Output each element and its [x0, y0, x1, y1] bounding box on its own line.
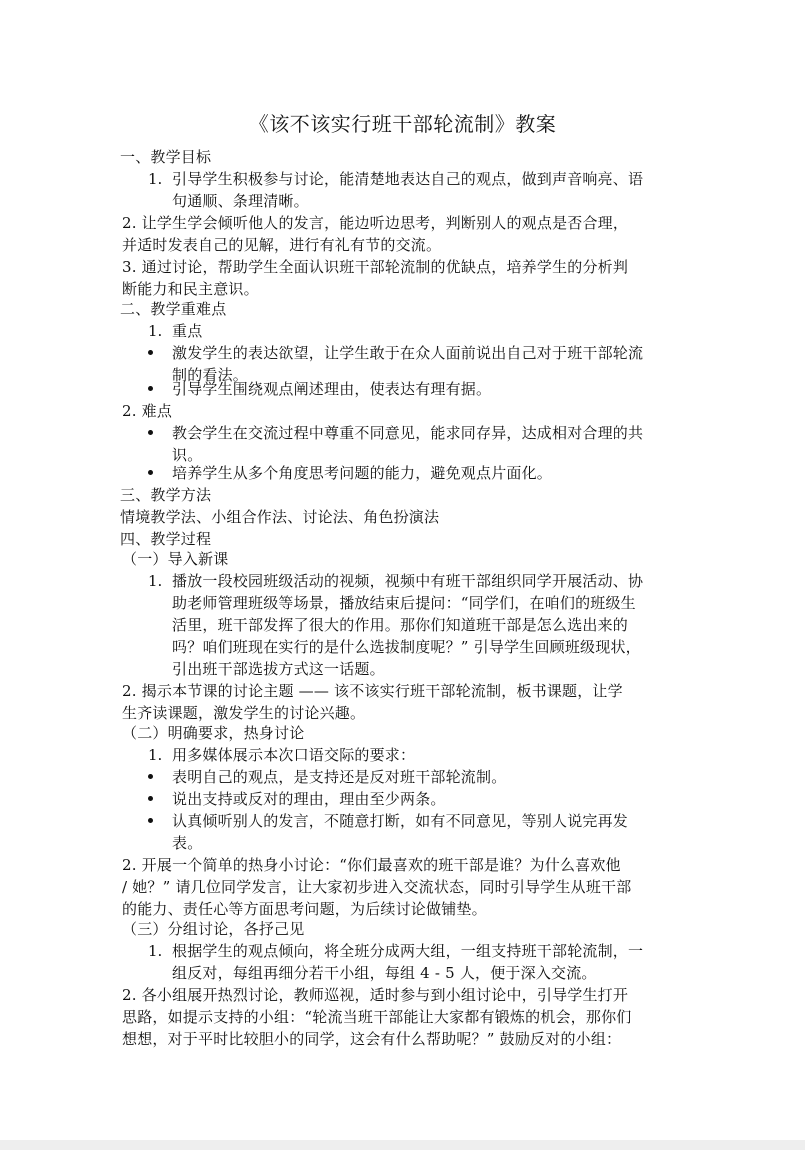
goal-text: 引导学生积极参与讨论，能清楚地表达自己的观点，做到声音响亮、语	[172, 170, 644, 188]
goal-text: 3. 通过讨论，帮助学生全面认识班干部轮流制的优缺点，培养学生的分析判	[122, 258, 629, 276]
bullet-dot	[148, 430, 153, 435]
bullet-dot	[148, 350, 153, 355]
subheading-key: 重点	[172, 322, 203, 340]
bullet-dot	[148, 796, 153, 801]
list-number: 1.	[148, 572, 163, 590]
section-heading-goals: 一、教学目标	[120, 148, 212, 166]
bullet-dot	[148, 386, 153, 391]
process-text: 2. 揭示本节课的讨论主题 —— 该不该实行班干部轮流制，板书课题，让学	[122, 682, 623, 700]
bullet-text: 引导学生围绕观点阐述理由，使表达有理有据。	[172, 380, 492, 398]
list-number: 1.	[148, 942, 163, 960]
process-text: 引出班干部选拔方式这一话题。	[172, 660, 385, 678]
bullet-text: 激发学生的表达欲望，让学生敢于在众人面前说出自己对于班干部轮流	[172, 344, 644, 362]
bullet-text: 识。	[172, 446, 203, 464]
process-text: 生齐读课题，激发学生的讨论兴趣。	[122, 704, 366, 722]
goal-text: 句通顺、条理清晰。	[172, 192, 309, 210]
bullet-text: 表。	[172, 834, 203, 852]
process-step-heading: （三）分组讨论，各抒己见	[122, 920, 305, 938]
section-heading-keypoints: 二、教学重难点	[120, 300, 227, 318]
list-number: 1.	[148, 170, 163, 188]
bullet-text: 表明自己的观点，是支持还是反对班干部轮流制。	[172, 768, 507, 786]
process-text: 播放一段校园班级活动的视频，视频中有班干部组织同学开展活动、协	[172, 572, 644, 590]
process-text: 2. 各小组展开热烈讨论，教师巡视，适时参与到小组讨论中，引导学生打开	[122, 986, 629, 1004]
process-text: 用多媒体展示本次口语交际的要求：	[172, 746, 416, 764]
document-title: 《该不该实行班干部轮流制》教案	[248, 112, 557, 136]
process-text: 助老师管理班级等场景，播放结束后提问：“同学们，在咱们的班级生	[172, 594, 636, 612]
section-heading-methods: 三、教学方法	[120, 486, 212, 504]
list-number: 1.	[148, 746, 163, 764]
process-text: 组反对，每组再细分若干小组，每组 4 - 5 人，便于深入交流。	[172, 964, 597, 982]
bullet-text: 教会学生在交流过程中尊重不同意见，能求同存异，达成相对合理的共	[172, 424, 644, 442]
process-text: / 她？” 请几位同学发言，让大家初步进入交流状态，同时引导学生从班干部	[122, 878, 632, 896]
process-text: 吗？咱们班现在实行的是什么选拔制度呢？” 引导学生回顾班级现状，	[172, 638, 641, 656]
bullet-text: 说出支持或反对的理由，理由至少两条。	[172, 790, 446, 808]
bullet-dot	[148, 818, 153, 823]
page-bottom-edge	[0, 1140, 805, 1150]
goal-text: 并适时发表自己的见解，进行有礼有节的交流。	[122, 236, 442, 254]
bullet-text: 制的看法。	[172, 366, 249, 384]
process-text: 根据学生的观点倾向，将全班分成两大组，一组支持班干部轮流制，一	[172, 942, 644, 960]
bullet-dot	[148, 470, 153, 475]
section-heading-process: 四、教学过程	[120, 530, 212, 548]
list-number: 1.	[148, 322, 163, 340]
bullet-dot	[148, 774, 153, 779]
methods-text: 情境教学法、小组合作法、讨论法、角色扮演法	[120, 508, 440, 526]
process-text: 想想，对于平时比较胆小的同学，这会有什么帮助呢？” 鼓励反对的小组：	[122, 1030, 622, 1048]
subheading-difficulty: 2. 难点	[122, 402, 173, 420]
process-text: 2. 开展一个简单的热身小讨论：“你们最喜欢的班干部是谁？为什么喜欢他	[122, 856, 621, 874]
goal-text: 2. 让学生学会倾听他人的发言，能边听边思考，判断别人的观点是否合理，	[122, 214, 629, 232]
bullet-text: 培养学生从多个角度思考问题的能力，避免观点片面化。	[172, 464, 553, 482]
process-text: 活里，班干部发挥了很大的作用。那你们知道班干部是怎么选出来的	[172, 616, 629, 634]
bullet-text: 认真倾听别人的发言，不随意打断，如有不同意见，等别人说完再发	[172, 812, 629, 830]
process-text: 思路，如提示支持的小组：“轮流当班干部能让大家都有锻炼的机会，那你们	[122, 1008, 632, 1026]
process-text: 的能力、责任心等方面思考问题，为后续讨论做铺垫。	[122, 900, 487, 918]
process-step-heading: （二）明确要求，热身讨论	[122, 724, 305, 742]
goal-text: 断能力和民主意识。	[122, 280, 259, 298]
process-step-heading: （一）导入新课	[122, 550, 229, 568]
